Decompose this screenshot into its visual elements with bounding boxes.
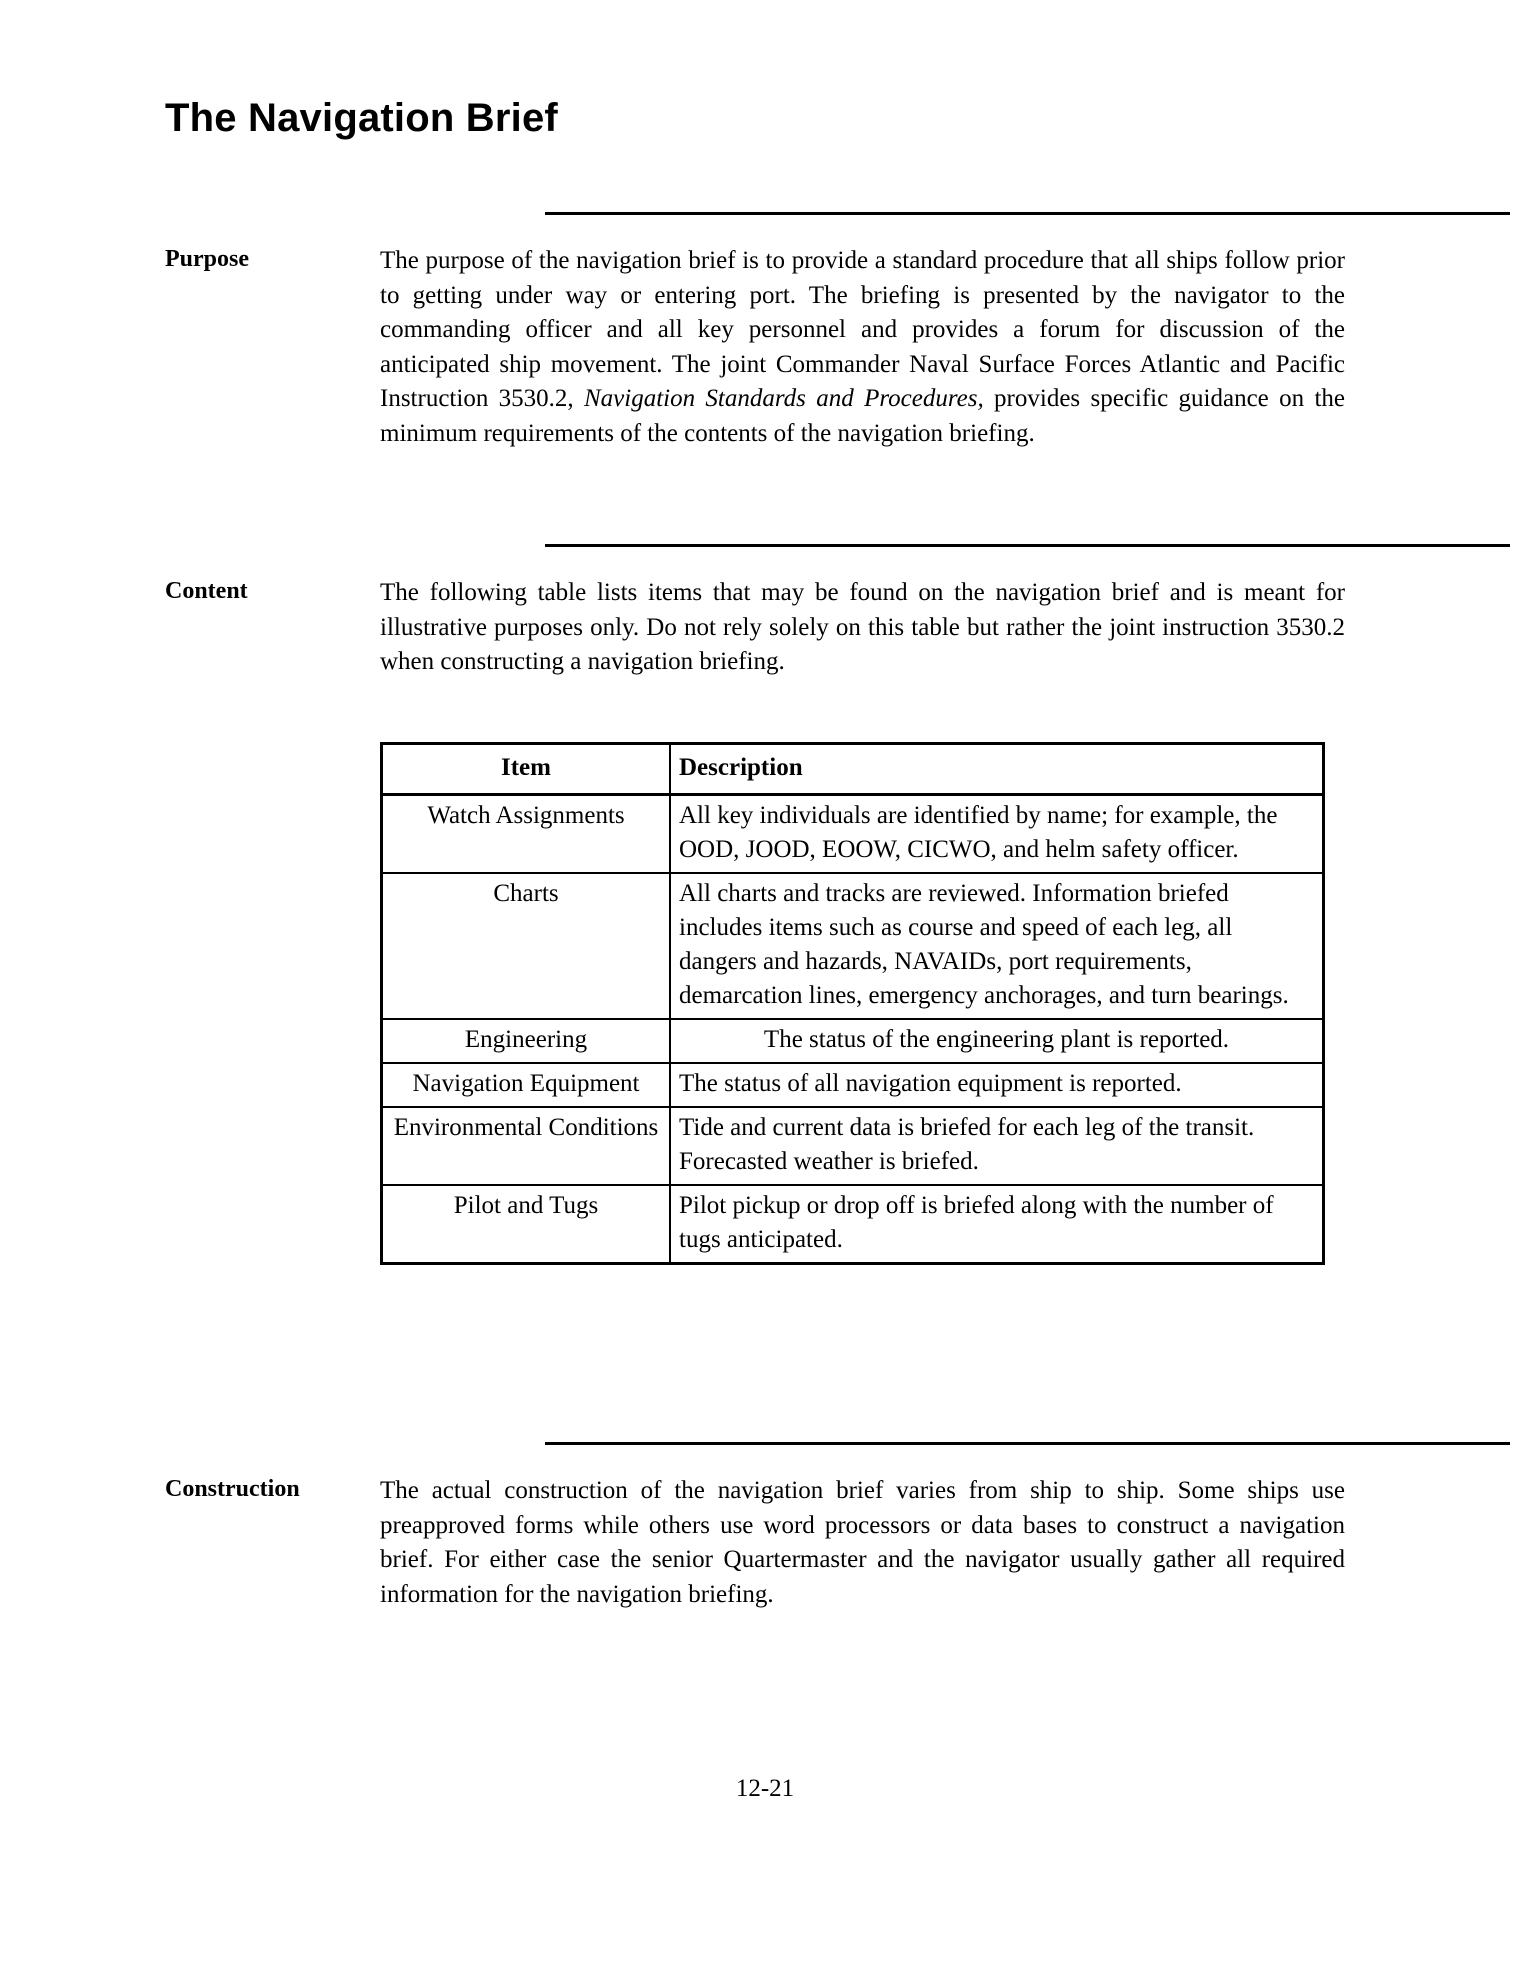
table-cell-description: The status of the engineering plant is reported. <box>670 1019 1324 1063</box>
table-cell-item: Environmental Conditions <box>382 1107 671 1185</box>
table-row <box>382 873 1324 1019</box>
section-body-purpose <box>380 244 1345 451</box>
page-title: The Navigation Brief <box>165 96 558 140</box>
purpose-text-part2: provides specific guidance on the minimum requirements of the contents of the navigation briefing. <box>380 385 1345 447</box>
table-row <box>382 1107 1324 1185</box>
navigation-brief-table <box>380 742 1325 1265</box>
table-header-row <box>382 744 1324 795</box>
section-divider-purpose <box>545 212 1510 215</box>
table-header-item: Item <box>382 744 671 795</box>
section-label-content: Content <box>165 578 248 604</box>
section-label-construction: Construction <box>165 1476 300 1502</box>
page-number: 12-21 <box>735 1775 795 1802</box>
table-cell-description: Tide and current data is briefed for each leg of the transit. Forecasted weather is briefed. <box>670 1107 1324 1185</box>
table-row <box>382 795 1324 874</box>
section-divider-construction <box>545 1442 1510 1445</box>
navigation-brief-table-wrapper <box>380 742 1289 1265</box>
section-label-purpose: Purpose <box>165 246 249 272</box>
table-cell-description: All charts and tracks are reviewed. Information briefed includes items such as course and speed of each leg, all dangers and hazards, NAVAIDs, port requirements, demarcation lines, emergency anchorages, and turn bearings. <box>670 873 1324 1019</box>
table-body <box>382 795 1324 1264</box>
section-body-construction: The actual construction of the navigation brief varies from ship to ship. Some ships use preapproved forms while others use word processors or data bases to construct a navigation brief. For either case the senior Quartermaster and the navigator usually gather all required information for the navigation briefing. <box>380 1477 1345 1608</box>
table-row <box>382 1019 1324 1063</box>
section-divider-content <box>545 544 1510 547</box>
table-row <box>382 1063 1324 1107</box>
table-cell-item: Watch Assignments <box>382 795 671 874</box>
table-row <box>382 1185 1324 1264</box>
section-body-content: The following table lists items that may be found on the navigation brief and is meant for illustrative purposes only. Do not rely solely on this table but rather the joint instruction 3530.2 when constructing a navigation briefing. <box>380 579 1345 675</box>
table-header-description: Description <box>670 744 1324 795</box>
table-cell-description: The status of all navigation equipment is reported. <box>670 1063 1324 1107</box>
table-cell-description: Pilot pickup or drop off is briefed along with the number of tugs anticipated. <box>670 1185 1324 1264</box>
table-cell-item: Engineering <box>382 1019 671 1063</box>
table-cell-description: All key individuals are identified by name; for example, the OOD, JOOD, EOOW, CICWO, and helm safety officer. <box>670 795 1324 874</box>
table-cell-item: Pilot and Tugs <box>382 1185 671 1264</box>
table-cell-item: Charts <box>382 873 671 1019</box>
purpose-text-italic: Navigation Standards and Procedures, <box>583 385 984 412</box>
table-header <box>382 744 1324 795</box>
purpose-text-part1: The purpose of the navigation brief is to provide a standard procedure that all ships follow prior to getting under way or entering port. The briefing is presented by the navigator to the commanding officer and all key personnel and provides a forum for discussion of the anticipated ship movement. The joint Commander Naval Surface Forces Atlantic and Pacific Instruction 3530.2, <box>380 247 1345 412</box>
table-cell-item: Navigation Equipment <box>382 1063 671 1107</box>
